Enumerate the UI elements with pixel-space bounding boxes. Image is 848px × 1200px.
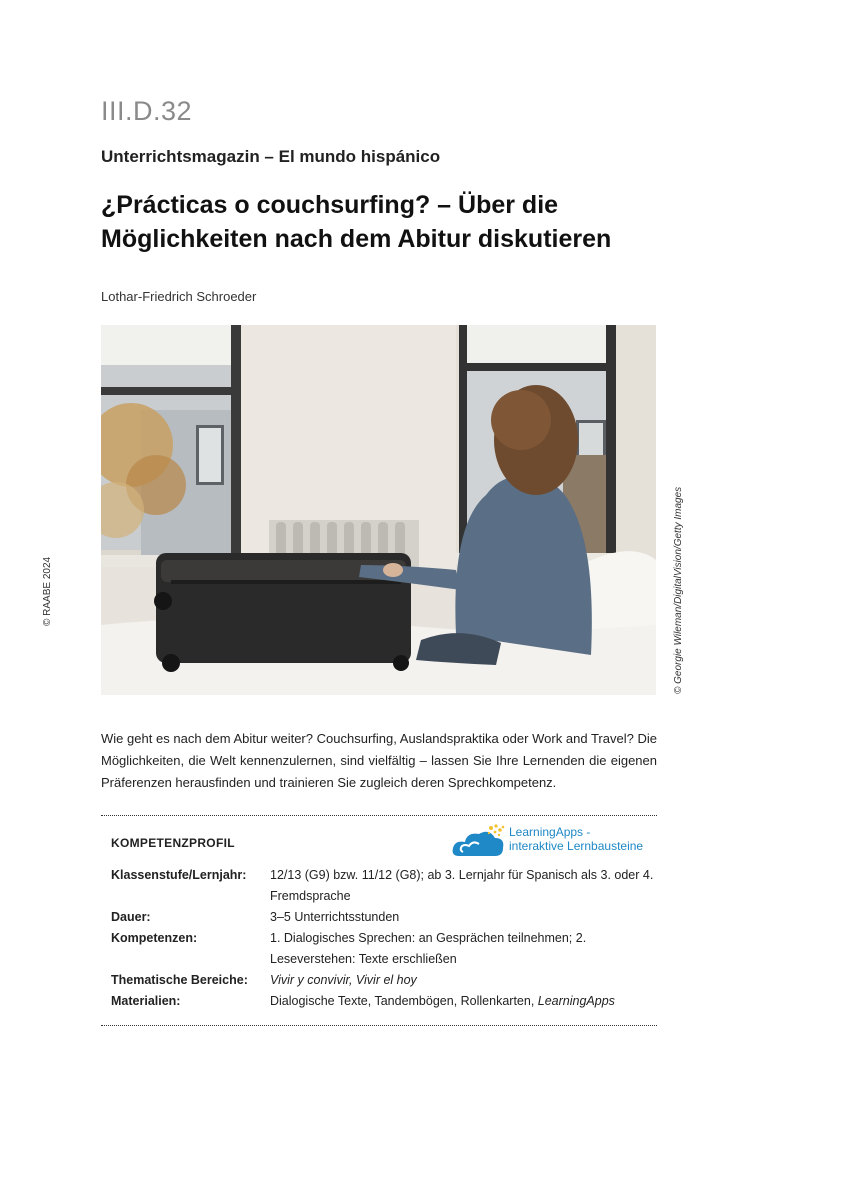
- profile-label: Klassenstufe/Lernjahr:: [111, 868, 247, 882]
- profile-value-main: Dialogische Texte, Tandembögen, Rollenkarten,: [270, 994, 538, 1008]
- profile-value: 12/13 (G9) bzw. 11/12 (G8); ab 3. Lernjahr für Spanisch als 3. oder 4. Fremdsprache: [270, 868, 654, 903]
- logo-line-2: interaktive Lernbausteine: [509, 839, 644, 853]
- author: Lothar-Friedrich Schroeder: [101, 289, 257, 304]
- divider-bottom: [101, 1025, 657, 1026]
- learningapps-logo: [451, 822, 661, 862]
- profile-label: Thematische Bereiche:: [111, 973, 248, 987]
- profile-value: [270, 991, 656, 1012]
- page-title: ¿Prácticas o couchsurfing? – Über die Möglichkeiten nach dem Abitur diskutieren: [101, 191, 612, 253]
- profile-label: Kompetenzen:: [111, 931, 198, 945]
- cover-photo: [101, 325, 656, 695]
- intro-paragraph: Wie geht es nach dem Abitur weiter? Couchsurfing, Auslandspraktika oder Work and Travel? Die Möglichkeiten, die Welt kennenzulernen, sind vielfältig – lassen Sie Ihre Lernenden die eigenen Präferenzen herausfinden und trainieren Sie zugleich deren Sprechkompetenz.: [101, 731, 657, 790]
- cloud-icon: [451, 822, 507, 862]
- divider-top: [101, 815, 657, 816]
- profile-row: [111, 991, 656, 1012]
- profile-label: Dauer:: [111, 910, 151, 924]
- profile-value-italic: LearningApps: [537, 994, 615, 1008]
- copyright-notice: © RAABE 2024: [42, 556, 53, 626]
- profile-row: [111, 928, 656, 970]
- profile-row: [111, 865, 656, 907]
- profile-value: 3–5 Unterrichtsstunden: [270, 910, 400, 924]
- series-title: Unterrichtsmagazin – El mundo hispánico: [101, 147, 441, 166]
- profile-row: [111, 970, 656, 991]
- profile-row: [111, 907, 656, 928]
- profile-value: Vivir y convivir, Vivir el hoy: [270, 973, 417, 987]
- profile-label: Materialien:: [111, 994, 181, 1008]
- logo-line-1: LearningApps -: [509, 825, 591, 839]
- profile-heading: KOMPETENZPROFIL: [111, 836, 235, 850]
- photo-credit: © Georgie Wileman/DigitalVision/Getty Images: [673, 486, 684, 694]
- profile-value: 1. Dialogisches Sprechen: an Gesprächen teilnehmen; 2. Leseverstehen: Texte erschließen: [270, 931, 587, 966]
- document-code: III.D.32: [101, 96, 193, 126]
- competence-profile-table: [111, 865, 656, 1012]
